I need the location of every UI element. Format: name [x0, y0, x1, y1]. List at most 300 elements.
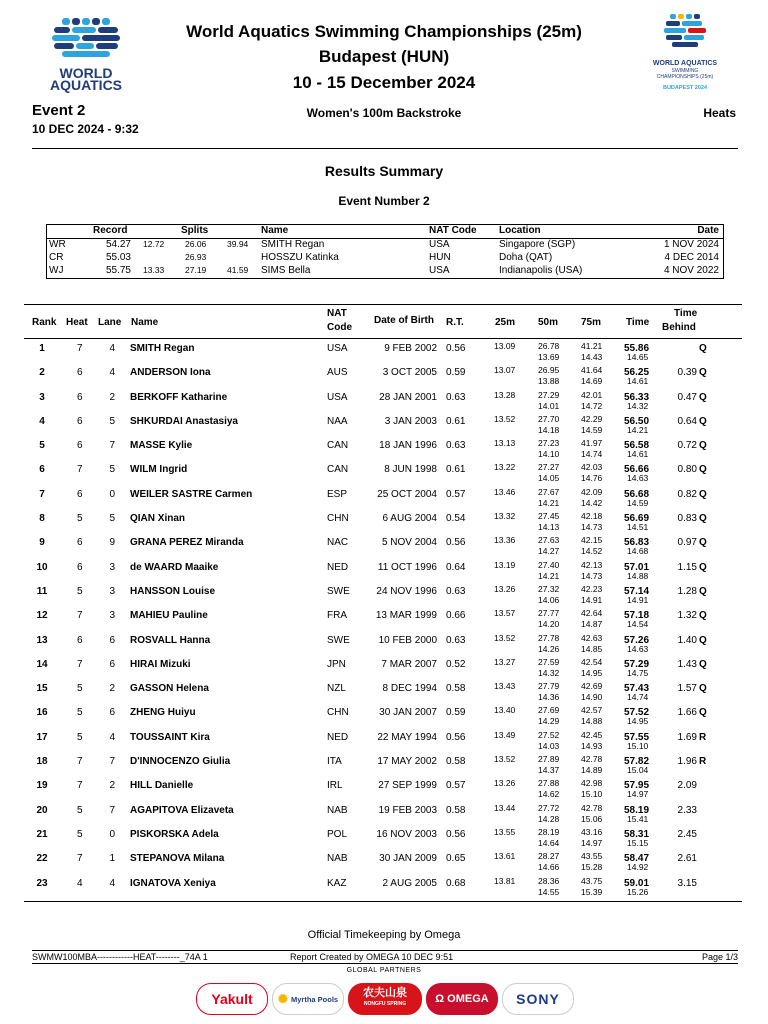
result-rt: 0.56	[446, 537, 466, 549]
records-header-record: Record	[93, 225, 128, 236]
result-rank: 3	[39, 391, 45, 403]
result-name: STEPANOVA Milana	[130, 853, 225, 865]
result-rank: 19	[36, 780, 48, 792]
result-btime: 14.32	[627, 400, 649, 411]
result-dob: 28 JAN 2001	[379, 391, 437, 403]
records-table	[46, 224, 724, 279]
record-row-wj	[47, 265, 723, 278]
championship-location: Budapest (HUN)	[318, 47, 450, 66]
championship-dates: 10 - 15 December 2024	[292, 73, 476, 92]
result-q: Q	[699, 561, 707, 573]
result-dob: 17 MAY 2002	[377, 756, 437, 768]
result-heat: 4	[77, 877, 83, 889]
result-row	[24, 341, 742, 365]
result-time: 57.26	[624, 634, 650, 646]
result-btime: 14.68	[627, 546, 649, 557]
result-b75: 14.73	[581, 522, 603, 533]
result-rt: 0.52	[446, 658, 466, 670]
result-dob: 24 NOV 1996	[376, 585, 437, 597]
result-nat: USA	[327, 391, 348, 403]
result-b50: 14.20	[538, 619, 560, 630]
col-nat-line1: NAT	[327, 308, 347, 319]
result-s50: 27.63	[538, 535, 560, 546]
result-behind: 1.57	[677, 683, 697, 695]
result-s75: 42.78	[581, 754, 603, 765]
result-nat: NZL	[327, 683, 346, 695]
result-q: Q	[699, 367, 707, 379]
record-time: 55.75	[105, 265, 131, 276]
result-nat: FRA	[327, 610, 347, 622]
result-s75: 42.09	[581, 486, 603, 497]
result-nat: KAZ	[327, 877, 347, 889]
result-time: 57.82	[624, 756, 650, 768]
result-s25: 13.44	[494, 802, 516, 813]
result-rank: 15	[36, 683, 48, 695]
result-btime: 14.97	[627, 789, 649, 800]
result-s25: 13.40	[494, 705, 516, 716]
result-s75: 41.21	[581, 341, 603, 351]
result-dob: 7 MAR 2007	[381, 658, 437, 670]
result-q: Q	[699, 683, 707, 695]
results-table	[24, 304, 742, 902]
result-heat: 6	[77, 391, 83, 403]
result-btime: 14.65	[627, 352, 649, 362]
result-s25: 13.55	[494, 826, 516, 837]
result-s25: 13.52	[494, 632, 516, 643]
result-s75: 42.03	[581, 462, 603, 473]
result-lane: 2	[109, 683, 115, 695]
result-rt: 0.68	[446, 877, 466, 889]
result-rt: 0.61	[446, 415, 466, 427]
col-rank: Rank	[32, 317, 57, 328]
result-lane: 3	[109, 561, 115, 573]
result-dob: 3 OCT 2005	[382, 367, 437, 379]
nongfu-spring-logo	[348, 983, 422, 1015]
record-s2: 27.19	[185, 265, 207, 275]
result-btime: 14.74	[627, 692, 649, 703]
result-name: PISKORSKA Adela	[130, 828, 219, 840]
result-b50: 13.69	[538, 352, 560, 362]
result-b75: 14.85	[581, 643, 603, 654]
record-s1: 13.33	[143, 265, 165, 275]
result-s25: 13.13	[494, 438, 516, 449]
result-rt: 0.56	[446, 828, 466, 840]
result-behind: 1.69	[677, 731, 697, 743]
result-s25: 13.27	[494, 656, 516, 667]
result-nat: NED	[327, 561, 349, 573]
result-time: 57.52	[624, 707, 650, 719]
result-q: Q	[699, 488, 707, 500]
result-behind: 0.83	[677, 513, 697, 525]
result-heat: 5	[77, 585, 83, 597]
result-rank: 5	[39, 440, 45, 452]
results-header-row	[24, 305, 742, 339]
result-b50: 14.18	[538, 424, 560, 435]
result-btime: 14.21	[627, 424, 649, 435]
result-row	[24, 705, 742, 729]
result-b50: 14.05	[538, 473, 560, 484]
result-b75: 14.69	[581, 376, 603, 387]
result-rt: 0.58	[446, 683, 466, 695]
result-time: 56.66	[624, 464, 650, 476]
result-b50: 14.13	[538, 522, 560, 533]
result-time: 57.14	[624, 585, 650, 597]
result-btime: 15.10	[627, 740, 649, 751]
result-btime: 14.75	[627, 667, 649, 678]
col-heat: Heat	[66, 317, 88, 328]
sony-logo: SONY	[502, 983, 574, 1015]
event-name: Women's 100m Backstroke	[306, 106, 462, 120]
logo-word-world: WORLD	[59, 65, 113, 81]
result-behind: 2.09	[677, 780, 697, 792]
result-behind: 1.15	[677, 561, 697, 573]
result-rank: 11	[36, 585, 48, 597]
result-s50: 27.27	[538, 462, 560, 473]
result-dob: 30 JAN 2009	[379, 853, 437, 865]
result-row	[24, 754, 742, 778]
result-b75: 14.72	[581, 400, 603, 411]
result-rank: 22	[36, 853, 48, 865]
result-behind: 0.80	[677, 464, 697, 476]
record-type: CR	[49, 252, 64, 263]
result-s25: 13.49	[494, 729, 516, 740]
result-row	[24, 584, 742, 608]
yakult-logo: Yakult	[196, 983, 268, 1015]
col-50m: 50m	[538, 317, 559, 328]
result-b75: 14.87	[581, 619, 603, 630]
result-name: IGNATOVA Xeniya	[130, 877, 216, 889]
col-name: Name	[131, 317, 159, 328]
result-row	[24, 730, 742, 754]
result-row	[24, 487, 742, 511]
record-s3: 39.94	[227, 239, 249, 249]
result-rt: 0.56	[446, 731, 466, 743]
result-q: Q	[699, 537, 707, 549]
result-dob: 8 JUN 1998	[384, 464, 437, 476]
record-name: HOSSZU Katinka	[261, 252, 339, 263]
result-s25: 13.28	[494, 389, 516, 400]
result-behind: 1.66	[677, 707, 697, 719]
result-row	[24, 657, 742, 681]
result-btime: 14.95	[627, 716, 649, 727]
result-b50: 14.37	[538, 765, 560, 776]
result-rt: 0.64	[446, 561, 466, 573]
result-dob: 9 FEB 2002	[384, 343, 437, 354]
result-s25: 13.52	[494, 413, 516, 424]
result-s75: 42.13	[581, 559, 603, 570]
result-lane: 4	[109, 367, 115, 379]
result-row	[24, 390, 742, 414]
result-lane: 9	[109, 537, 115, 549]
result-b75: 14.97	[581, 837, 603, 848]
result-dob: 30 JAN 2007	[379, 707, 437, 719]
result-rank: 18	[36, 756, 48, 768]
result-rank: 20	[36, 804, 48, 816]
result-btime: 14.54	[627, 619, 649, 630]
result-b75: 15.28	[581, 862, 603, 873]
result-row	[24, 560, 742, 584]
result-rank: 7	[39, 488, 45, 500]
result-rt: 0.58	[446, 804, 466, 816]
result-s75: 42.57	[581, 705, 603, 716]
result-nat: CHN	[327, 707, 349, 719]
page-footer	[32, 950, 738, 964]
result-nat: ITA	[327, 756, 342, 768]
result-b75: 14.52	[581, 546, 603, 557]
logo-line-championships: CHAMPIONSHIPS (25m)	[656, 74, 714, 80]
result-b75: 14.76	[581, 473, 603, 484]
result-s25: 13.26	[494, 583, 516, 594]
result-name: ZHENG Huiyu	[130, 707, 196, 719]
result-time: 56.68	[624, 488, 650, 500]
result-lane: 2	[109, 780, 115, 792]
result-heat: 5	[77, 804, 83, 816]
result-b50: 14.64	[538, 837, 560, 848]
result-b50: 14.26	[538, 643, 560, 654]
result-rt: 0.56	[446, 343, 466, 354]
result-name: GRANA PEREZ Miranda	[130, 537, 244, 549]
global-partners-label: GLOBAL PARTNERS	[346, 967, 422, 974]
result-b75: 15.39	[581, 886, 603, 897]
record-time: 55.03	[105, 252, 131, 263]
result-name: BERKOFF Katharine	[130, 391, 228, 403]
event-number: Event Number 2	[338, 194, 430, 208]
result-dob: 25 OCT 2004	[377, 488, 437, 500]
result-rt: 0.63	[446, 391, 466, 403]
result-dob: 27 SEP 1999	[378, 780, 437, 792]
result-s75: 42.01	[581, 389, 603, 400]
result-rt: 0.57	[446, 488, 466, 500]
result-s50: 27.59	[538, 656, 560, 667]
result-nat: NAB	[327, 853, 348, 865]
result-time: 57.55	[624, 731, 650, 743]
result-b75: 14.74	[581, 449, 603, 460]
result-btime: 14.88	[627, 570, 649, 581]
result-s50: 27.88	[538, 778, 560, 789]
result-s50: 27.77	[538, 608, 560, 619]
result-name: HIRAI Mizuki	[130, 658, 191, 670]
result-s75: 43.16	[581, 826, 603, 837]
event-label: Event 2	[32, 102, 86, 119]
result-name: ANDERSON Iona	[130, 367, 211, 379]
result-s75: 42.63	[581, 632, 603, 643]
result-row	[24, 778, 742, 802]
result-s75: 42.78	[581, 802, 603, 813]
result-s75: 42.98	[581, 778, 603, 789]
result-rt: 0.57	[446, 780, 466, 792]
result-s50: 27.67	[538, 486, 560, 497]
result-name: HANSSON Louise	[130, 585, 216, 597]
result-lane: 2	[109, 391, 115, 403]
result-b75: 14.42	[581, 497, 603, 508]
result-time: 57.29	[624, 658, 650, 670]
logo-line-world-aquatics: WORLD AQUATICS	[652, 60, 718, 67]
result-behind: 3.15	[677, 877, 697, 889]
result-s75: 42.64	[581, 608, 603, 619]
result-heat: 7	[77, 464, 83, 476]
result-b75: 14.88	[581, 716, 603, 727]
result-nat: NED	[327, 731, 349, 743]
result-dob: 8 DEC 1994	[382, 683, 437, 695]
result-dob: 19 FEB 2003	[378, 804, 437, 816]
result-lane: 5	[109, 513, 115, 525]
result-q: Q	[699, 343, 707, 354]
result-row	[24, 438, 742, 462]
record-s2: 26.06	[185, 239, 207, 249]
result-lane: 4	[109, 343, 115, 354]
result-q: Q	[699, 585, 707, 597]
result-s25: 13.07	[494, 365, 516, 376]
result-s50: 27.29	[538, 389, 560, 400]
result-b50: 13.88	[538, 376, 560, 387]
result-nat: IRL	[327, 780, 343, 792]
result-q: R	[699, 731, 707, 743]
result-rt: 0.59	[446, 367, 466, 379]
result-row	[24, 876, 742, 900]
result-b50: 14.21	[538, 497, 560, 508]
result-b50: 14.36	[538, 692, 560, 703]
result-b50: 14.21	[538, 570, 560, 581]
result-s75: 41.64	[581, 365, 603, 376]
logo-line-budapest: BUDAPEST 2024	[662, 85, 708, 91]
result-row	[24, 681, 742, 705]
result-time: 58.19	[624, 804, 650, 816]
result-rank: 17	[36, 731, 48, 743]
result-time: 58.47	[624, 853, 650, 865]
result-rt: 0.61	[446, 464, 466, 476]
result-rank: 14	[36, 658, 48, 670]
result-lane: 6	[109, 634, 115, 646]
result-s25: 13.19	[494, 559, 516, 570]
result-b50: 14.32	[538, 667, 560, 678]
result-heat: 5	[77, 731, 83, 743]
result-q: Q	[699, 707, 707, 719]
result-dob: 5 NOV 2004	[381, 537, 437, 549]
header-divider	[32, 148, 738, 149]
result-s75: 43.55	[581, 851, 603, 862]
record-s3: 41.59	[227, 265, 249, 275]
result-s75: 41.97	[581, 438, 603, 449]
result-s75: 42.23	[581, 583, 603, 594]
result-heat: 6	[77, 367, 83, 379]
result-s25: 13.09	[494, 341, 516, 351]
result-b50: 14.10	[538, 449, 560, 460]
result-name: D'INNOCENZO Giulia	[130, 756, 231, 768]
result-b75: 14.59	[581, 424, 603, 435]
result-rank: 4	[39, 415, 45, 427]
result-rt: 0.58	[446, 756, 466, 768]
result-time: 57.95	[624, 780, 650, 792]
result-name: SHKURDAI Anastasiya	[130, 415, 238, 427]
result-q: Q	[699, 658, 707, 670]
result-s75: 43.75	[581, 875, 603, 886]
result-btime: 14.59	[627, 497, 649, 508]
col-time: Time	[626, 317, 650, 328]
result-s25: 13.81	[494, 875, 516, 886]
result-rt: 0.54	[446, 513, 466, 525]
result-heat: 6	[77, 488, 83, 500]
result-behind: 1.28	[677, 585, 697, 597]
result-s50: 27.78	[538, 632, 560, 643]
timekeeping-note: Official Timekeeping by Omega	[307, 929, 461, 941]
result-heat: 7	[77, 756, 83, 768]
result-s50: 26.78	[538, 341, 560, 351]
result-nat: AUS	[327, 367, 348, 379]
result-rt: 0.65	[446, 853, 466, 865]
result-s50: 28.36	[538, 875, 560, 886]
result-b50: 14.55	[538, 886, 560, 897]
result-dob: 13 MAR 1999	[375, 610, 437, 622]
result-b50: 14.27	[538, 546, 560, 557]
result-s25: 13.32	[494, 511, 516, 522]
result-b75: 14.43	[581, 352, 603, 362]
result-nat: NAC	[327, 537, 349, 549]
result-s50: 27.23	[538, 438, 560, 449]
result-s75: 42.45	[581, 729, 603, 740]
result-name: TOUSSAINT Kira	[130, 731, 210, 743]
result-lane: 0	[109, 488, 115, 500]
result-b75: 14.91	[581, 594, 603, 605]
result-q: Q	[699, 513, 707, 525]
logo-word-aquatics: AQUATICS	[49, 77, 123, 93]
result-s75: 42.29	[581, 413, 603, 424]
result-time: 57.01	[624, 561, 650, 573]
result-s75: 42.15	[581, 535, 603, 546]
result-heat: 7	[77, 853, 83, 865]
result-rank: 23	[36, 877, 48, 889]
result-row	[24, 633, 742, 657]
result-s50: 27.45	[538, 511, 560, 522]
result-s25: 13.46	[494, 486, 516, 497]
record-time: 54.27	[105, 239, 131, 250]
result-heat: 5	[77, 683, 83, 695]
result-nat: NAA	[327, 415, 348, 427]
result-behind: 1.40	[677, 634, 697, 646]
result-heat: 5	[77, 513, 83, 525]
record-location: Indianapolis (USA)	[499, 265, 583, 276]
result-time: 57.43	[624, 683, 650, 695]
result-heat: 7	[77, 780, 83, 792]
result-s50: 28.27	[538, 851, 560, 862]
result-nat: SWE	[327, 634, 350, 646]
budapest-2024-logo	[640, 10, 730, 100]
result-btime: 14.61	[627, 376, 649, 387]
result-time: 56.25	[624, 367, 650, 379]
event-phase: Heats	[703, 106, 736, 120]
record-name: SMITH Regan	[261, 239, 325, 250]
col-lane: Lane	[98, 317, 122, 328]
result-nat: CAN	[327, 464, 349, 476]
result-row	[24, 414, 742, 438]
result-row	[24, 803, 742, 827]
result-heat: 7	[77, 610, 83, 622]
records-header-splits: Splits	[181, 225, 209, 236]
record-date: 4 NOV 2022	[663, 265, 719, 276]
result-rank: 16	[36, 707, 48, 719]
result-lane: 4	[109, 731, 115, 743]
result-lane: 5	[109, 464, 115, 476]
record-row-wr	[47, 239, 723, 252]
result-s25: 13.61	[494, 851, 516, 862]
records-header-date: Date	[697, 225, 719, 236]
result-s50: 27.40	[538, 559, 560, 570]
result-b75: 14.95	[581, 667, 603, 678]
result-q: Q	[699, 634, 707, 646]
result-behind: 0.47	[677, 391, 697, 403]
result-name: WEILER SASTRE Carmen	[130, 488, 253, 500]
col-rt: R.T.	[446, 317, 464, 328]
result-b75: 14.73	[581, 570, 603, 581]
